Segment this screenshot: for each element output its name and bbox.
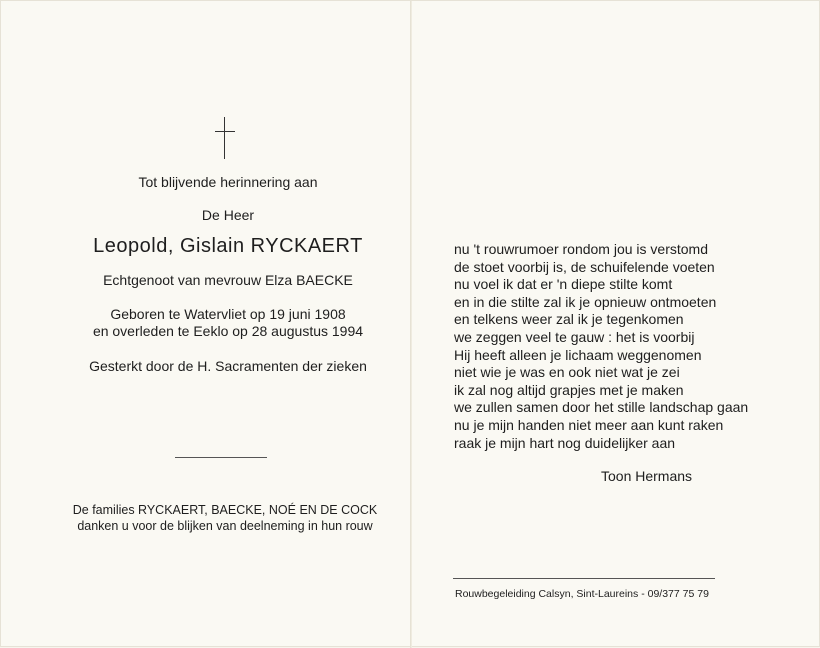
funeral-home-footer: Rouwbegeleiding Calsyn, Sint-Laureins - 09/377 75 79 bbox=[455, 588, 709, 600]
poem-line: niet wie je was en ook niet wat je zei bbox=[454, 364, 680, 381]
poem-line: en telkens weer zal ik je tegenkomen bbox=[454, 311, 684, 328]
poem-line: nu 't rouwrumoer rondom jou is verstomd bbox=[454, 241, 708, 257]
title-text: De Heer bbox=[201, 207, 255, 223]
birth-text: Geboren te Watervliet op 19 juni 1908 bbox=[110, 306, 346, 322]
families-line-1: De families RYCKAERT, BAECKE, NOÉ EN DE COCK bbox=[72, 503, 378, 517]
footer-rule bbox=[453, 578, 715, 579]
poem-author: Toon Hermans bbox=[601, 468, 693, 484]
left-panel bbox=[1, 1, 411, 648]
poem-line: ik zal nog altijd grapjes met je maken bbox=[454, 381, 684, 398]
cross-icon bbox=[215, 117, 235, 159]
divider bbox=[175, 457, 267, 458]
poem-line: nu voel ik dat er 'n diepe stilte komt bbox=[454, 276, 673, 293]
spouse-text: Echtgenoot van mevrouw Elza BAECKE bbox=[103, 272, 353, 288]
poem-line: en in die stilte zal ik je opnieuw ontmoeten bbox=[454, 293, 717, 310]
deceased-name: Leopold, Gislain RYCKAERT bbox=[93, 235, 363, 257]
poem bbox=[454, 241, 748, 452]
poem-line: we zeggen veel te gauw : het is voorbij bbox=[454, 328, 695, 345]
death-text: en overleden te Eeklo op 28 augustus 1994 bbox=[92, 323, 364, 339]
intro-text: Tot blijvende herinnering aan bbox=[138, 174, 318, 190]
sacraments-text: Gesterkt door de H. Sacramenten der zieken bbox=[89, 358, 367, 374]
poem-line: raak je mijn hart nog duidelijker aan bbox=[454, 434, 676, 451]
poem-line: Hij heeft alleen je lichaam weggenomen bbox=[454, 346, 702, 363]
poem-line: we zullen samen door het stille landschap gaan bbox=[454, 399, 749, 416]
card-fold bbox=[410, 1, 412, 648]
poem-line: nu je mijn handen niet meer aan kunt raken bbox=[454, 416, 724, 433]
poem-line: de stoet voorbij is, de schuifelende voeten bbox=[454, 258, 715, 275]
families-line-2: danken u voor de blijken van deelneming in hun rouw bbox=[77, 519, 373, 533]
